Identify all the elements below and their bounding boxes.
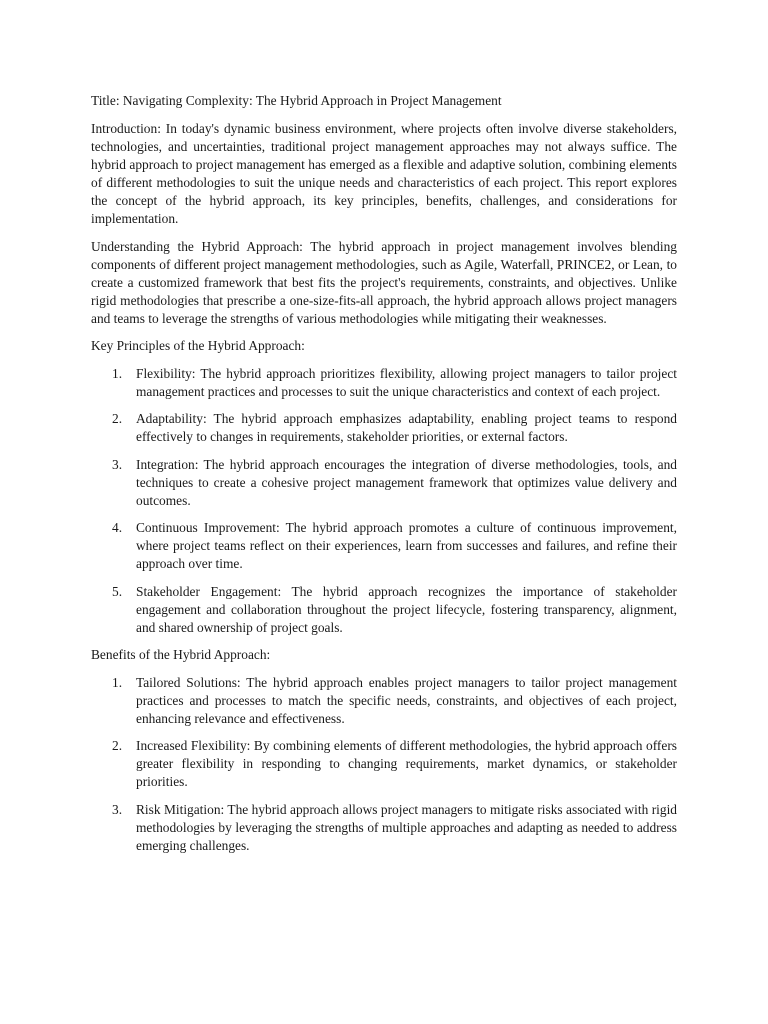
understanding-paragraph: Understanding the Hybrid Approach: The hybrid approach in project management involves blending components of different project management methodologies, such as Agile, Waterfall, PRINCE2, or Lean, to create a customized framework that best fits the project's requirements, constraints, and objectives. Unlike rigid methodologies that prescribe a one-size-fits-all approach, the hybrid approach allows project managers and teams to leverage the strengths of various methodologies while mitigating their weaknesses. bbox=[91, 238, 677, 326]
list-item-number: 1. bbox=[112, 674, 123, 690]
list-item-text: Integration: The hybrid approach encourages the integration of diverse methodologies, tools, and techniques to create a cohesive project management framework that optimizes value delivery and outcomes. bbox=[136, 456, 677, 508]
list-item-number: 4. bbox=[112, 520, 123, 535]
list-item-number: 3. bbox=[112, 456, 123, 472]
document-page bbox=[91, 92, 677, 864]
document-title: Title: Navigating Complexity: The Hybrid Approach in Project Management bbox=[91, 93, 502, 108]
list-item-text: Adaptability: The hybrid approach emphasizes adaptability, enabling project teams to respond effectively to changes in requirements, stakeholder priorities, or external factors. bbox=[136, 411, 677, 444]
list-item bbox=[91, 456, 677, 510]
list-item-text: Flexibility: The hybrid approach prioritizes flexibility, allowing project managers to tailor project management practices and processes to suit the unique characteristics and context of each project. bbox=[136, 365, 677, 399]
principles-list bbox=[91, 365, 677, 637]
list-item bbox=[91, 365, 677, 401]
principles-heading: Key Principles of the Hybrid Approach: bbox=[91, 338, 305, 353]
list-item bbox=[91, 519, 677, 573]
list-item-text: Risk Mitigation: The hybrid approach allows project managers to mitigate risks associated with rigid methodologies by leveraging the strengths of multiple approaches and adapting as needed to address emerging challenges. bbox=[136, 801, 677, 853]
benefits-list bbox=[91, 674, 677, 855]
list-item bbox=[91, 410, 677, 446]
list-item-number: 2. bbox=[112, 738, 123, 753]
list-item bbox=[91, 583, 677, 637]
list-item bbox=[91, 801, 677, 855]
list-item-number: 5. bbox=[112, 583, 123, 599]
list-item-text: Increased Flexibility: By combining elements of different methodologies, the hybrid approach offers greater flexibility in responding to changing requirements, market dynamics, or stakeholder priorities. bbox=[136, 738, 677, 789]
benefits-heading: Benefits of the Hybrid Approach: bbox=[91, 647, 271, 662]
list-item-number: 2. bbox=[112, 411, 123, 426]
list-item-text: Stakeholder Engagement: The hybrid approach recognizes the importance of stakeholder engagement and collaboration throughout the project lifecycle, fostering transparency, alignment, and shared ownership of project goals. bbox=[136, 583, 677, 635]
list-item-number: 3. bbox=[112, 801, 123, 817]
list-item-number: 1. bbox=[112, 365, 123, 381]
list-item bbox=[91, 737, 677, 791]
introduction-paragraph: Introduction: In today's dynamic business environment, where projects often involve diverse stakeholders, technologies, and uncertainties, traditional project management approaches may not always suffice. The hybrid approach to project management has emerged as a flexible and adaptive solution, combining elements of different methodologies to suit the unique needs and characteristics of each project. This report explores the concept of the hybrid approach, its key principles, benefits, challenges, and considerations for implementation. bbox=[91, 121, 677, 226]
list-item bbox=[91, 674, 677, 728]
list-item-text: Continuous Improvement: The hybrid approach promotes a culture of continuous improvement, where project teams reflect on their experiences, learn from successes and failures, and refine their approach over time. bbox=[136, 520, 677, 571]
list-item-text: Tailored Solutions: The hybrid approach enables project managers to tailor project management practices and processes to match the specific needs, constraints, and objectives of each project, enhancing relevance and effectiveness. bbox=[136, 674, 677, 726]
